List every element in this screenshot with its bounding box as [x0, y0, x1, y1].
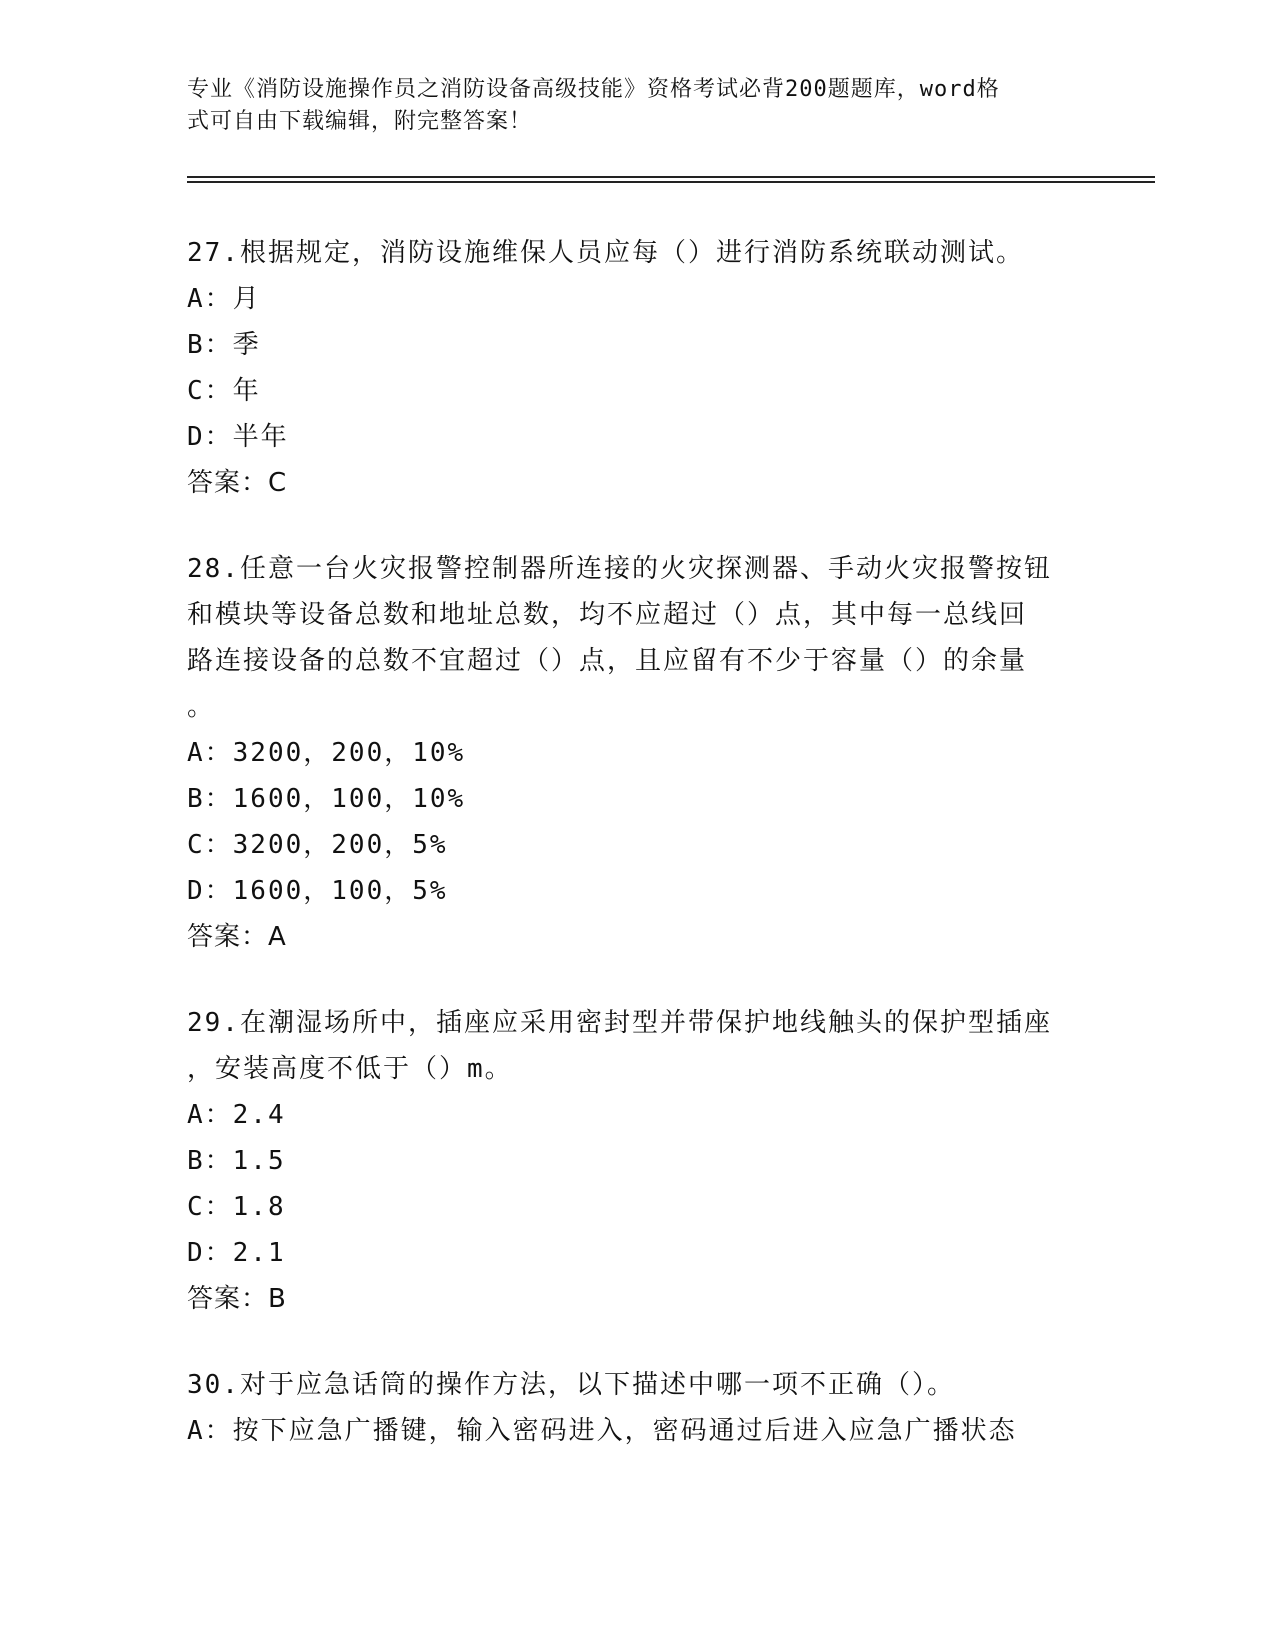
question-30: [187, 1362, 1087, 1454]
option-a: A：3200，200，10%: [187, 738, 466, 768]
option-c: C：年: [187, 376, 261, 406]
stem-line: 27.根据规定，消防设施维保人员应每（）进行消防系统联动测试。: [187, 238, 1024, 268]
answer-line: 答案：B: [187, 1284, 287, 1314]
option-a: A：月: [187, 284, 261, 314]
option-a: A：2.4: [187, 1100, 286, 1130]
option-d: D：2.1: [187, 1238, 286, 1268]
stem-line: 。: [187, 692, 216, 722]
answer-line: 答案：A: [187, 922, 287, 952]
option-b: B：1600，100，10%: [187, 784, 466, 814]
question-27: [187, 230, 1087, 506]
stem-line: 29.在潮湿场所中，插座应采用密封型并带保护地线触头的保护型插座: [187, 1008, 1052, 1038]
stem-line: 和模块等设备总数和地址总数，均不应超过（）点，其中每一总线回: [187, 600, 1028, 630]
stem-line: 30.对于应急话筒的操作方法，以下描述中哪一项不正确（）。: [187, 1370, 955, 1400]
question-29: [187, 1000, 1087, 1322]
option-c: C：3200，200，5%: [187, 830, 448, 860]
question-stem: [187, 546, 1087, 730]
option-a: A：按下应急广播键，输入密码进入，密码通过后进入应急广播状态: [187, 1416, 1017, 1446]
stem-line: 28.任意一台火灾报警控制器所连接的火灾探测器、手动火灾报警按钮: [187, 554, 1052, 584]
header-line-2: 式可自由下载编辑，附完整答案！: [187, 109, 533, 134]
question-28: [187, 546, 1087, 960]
option-d: D：半年: [187, 422, 289, 452]
header-line-1: 专业《消防设施操作员之消防设备高级技能》资格考试必背200题题库，word格: [187, 77, 1000, 102]
document-header: [187, 74, 1067, 138]
question-list: [187, 230, 1087, 1494]
header-divider-top: [187, 176, 1155, 178]
question-stem: [187, 1362, 1087, 1408]
stem-line: ，安装高度不低于（）m。: [187, 1054, 513, 1084]
stem-line: 路连接设备的总数不宜超过（）点，且应留有不少于容量（）的余量: [187, 646, 1028, 676]
option-d: D：1600，100，5%: [187, 876, 448, 906]
header-divider-bottom: [187, 181, 1155, 183]
question-stem: [187, 1000, 1087, 1092]
option-c: C：1.8: [187, 1192, 286, 1222]
option-b: B：季: [187, 330, 261, 360]
answer-line: 答案：C: [187, 468, 288, 498]
option-b: B：1.5: [187, 1146, 286, 1176]
question-stem: [187, 230, 1087, 276]
